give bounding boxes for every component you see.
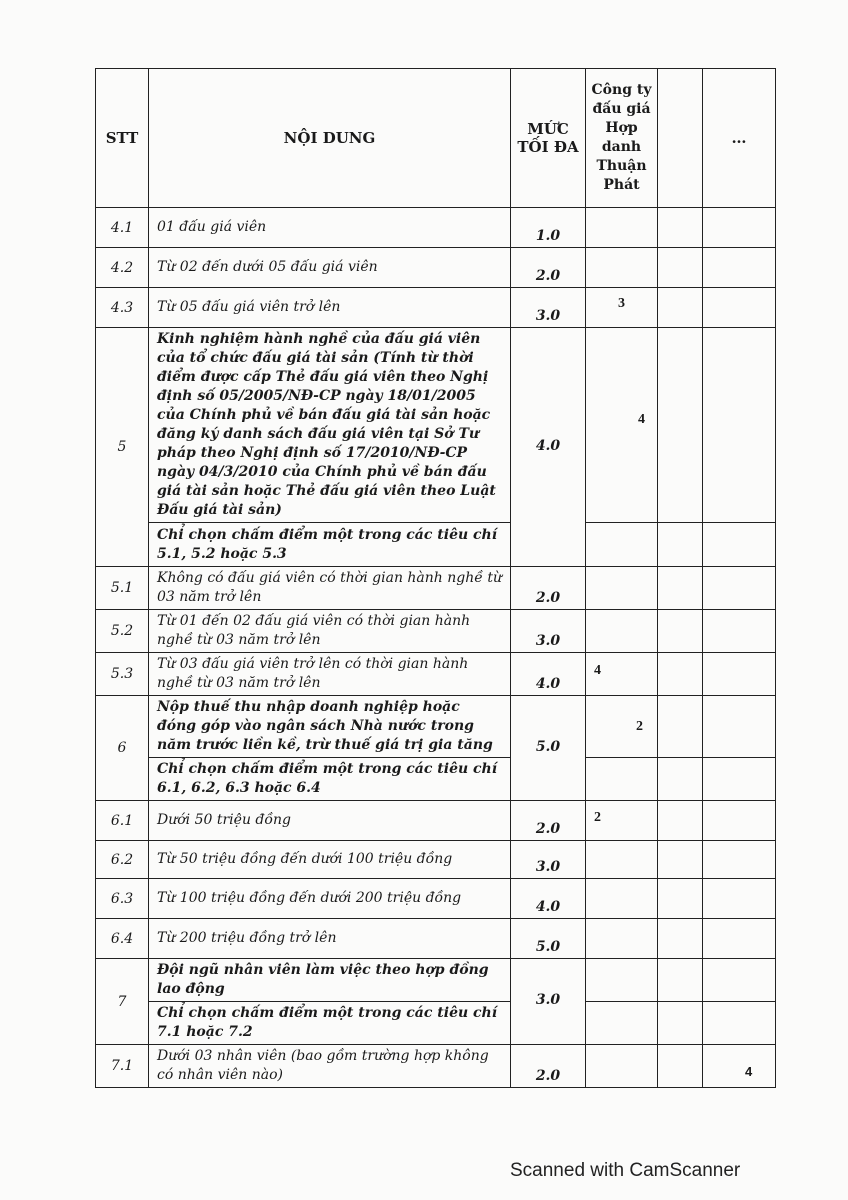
header-stt: STT — [96, 69, 149, 208]
header-empty — [658, 69, 703, 208]
row-content: Nộp thuế thu nhập doanh nghiệp hoặc đóng góp vào ngân sách Nhà nước trong năm trước liền kề, trừ thuế giá trị gia tăng — [149, 696, 511, 758]
table-row — [96, 841, 776, 879]
row-stt: 7.1 — [96, 1045, 149, 1088]
row-max-score: 4.0 — [511, 653, 586, 696]
row-empty-cell — [658, 758, 703, 801]
row-company-score — [586, 288, 658, 328]
row-more-cell — [703, 919, 776, 959]
table-row — [96, 653, 776, 696]
row-content: Kinh nghiệm hành nghề của đấu giá viên của tổ chức đấu giá tài sản (Tính từ thời điểm được cấp Thẻ đấu giá viên theo Nghị định số 05/2005/NĐ-CP ngày 18/01/2005 của Chính phủ về bán đấu giá tài sản hoặc đăng ký danh sách đấu giá viên tại Sở Tư pháp theo Nghị định số 17/2010/NĐ-CP ngày 04/3/2010 của Chính phủ về bán đấu giá tài sản hoặc Thẻ đấu giá viên theo Luật Đấu giá tài sản) — [149, 328, 511, 523]
row-max-score: 5.0 — [511, 919, 586, 959]
row-max-score: 3.0 — [511, 959, 586, 1045]
page-number: 4 — [745, 1064, 753, 1079]
row-company-score — [586, 653, 658, 696]
row-stt: 6.2 — [96, 841, 149, 879]
row-more-cell — [703, 288, 776, 328]
row-more-cell — [703, 248, 776, 288]
header-max-score: MỨC TỐI ĐA — [511, 69, 586, 208]
row-max-score: 2.0 — [511, 567, 586, 610]
row-company-score — [586, 696, 658, 758]
row-more-cell — [703, 758, 776, 801]
row-stt: 6.4 — [96, 919, 149, 959]
row-content: Từ 100 triệu đồng đến dưới 200 triệu đồng — [149, 879, 511, 919]
row-more-cell — [703, 879, 776, 919]
row-more-cell — [703, 1002, 776, 1045]
row-content: Không có đấu giá viên có thời gian hành nghề từ 03 năm trở lên — [149, 567, 511, 610]
row-empty-cell — [658, 523, 703, 567]
row-content: Đội ngũ nhân viên làm việc theo hợp đồng lao động — [149, 959, 511, 1002]
scoring-table-container — [95, 68, 775, 1088]
row-empty-cell — [658, 919, 703, 959]
row-company-score — [586, 919, 658, 959]
row-content: Dưới 03 nhân viên (bao gồm trường hợp không có nhân viên nào) — [149, 1045, 511, 1088]
table-row — [96, 801, 776, 841]
company-score-value: 3 — [618, 295, 625, 311]
row-stt: 6 — [96, 696, 149, 801]
row-empty-cell — [658, 328, 703, 523]
row-more-cell — [703, 567, 776, 610]
header-more: … — [703, 69, 776, 208]
row-company-score — [586, 959, 658, 1002]
row-empty-cell — [658, 1002, 703, 1045]
row-max-score: 5.0 — [511, 696, 586, 801]
row-empty-cell — [658, 801, 703, 841]
row-empty-cell — [658, 879, 703, 919]
row-stt: 4.1 — [96, 208, 149, 248]
row-empty-cell — [658, 696, 703, 758]
row-max-score: 2.0 — [511, 801, 586, 841]
row-empty-cell — [658, 841, 703, 879]
table-row — [96, 919, 776, 959]
row-empty-cell — [658, 959, 703, 1002]
row-note: Chỉ chọn chấm điểm một trong các tiêu chí 7.1 hoặc 7.2 — [149, 1002, 511, 1045]
row-content: Từ 03 đấu giá viên trở lên có thời gian hành nghề từ 03 năm trở lên — [149, 653, 511, 696]
row-company-score — [586, 801, 658, 841]
row-more-cell — [703, 328, 776, 523]
row-more-cell — [703, 841, 776, 879]
row-stt: 5 — [96, 328, 149, 567]
header-content: NỘI DUNG — [149, 69, 511, 208]
row-company-score — [586, 610, 658, 653]
row-max-score: 4.0 — [511, 879, 586, 919]
row-max-score: 2.0 — [511, 248, 586, 288]
row-max-score: 4.0 — [511, 328, 586, 567]
table-row — [96, 879, 776, 919]
row-company-score — [586, 208, 658, 248]
table-row — [96, 1002, 776, 1045]
company-score-value: 4 — [638, 412, 645, 427]
row-max-score: 3.0 — [511, 610, 586, 653]
row-content: Từ 50 triệu đồng đến dưới 100 triệu đồng — [149, 841, 511, 879]
row-stt: 6.1 — [96, 801, 149, 841]
row-max-score: 2.0 — [511, 1045, 586, 1088]
row-max-score: 1.0 — [511, 208, 586, 248]
row-company-score — [586, 1045, 658, 1088]
table-row — [96, 208, 776, 248]
row-empty-cell — [658, 1045, 703, 1088]
row-more-cell — [703, 610, 776, 653]
row-empty-cell — [658, 610, 703, 653]
table-row — [96, 696, 776, 758]
table-row — [96, 248, 776, 288]
row-company-score — [586, 1002, 658, 1045]
company-score-value: 2 — [594, 809, 601, 825]
row-empty-cell — [658, 208, 703, 248]
table-row — [96, 288, 776, 328]
row-company-score — [586, 841, 658, 879]
row-content: Từ 200 triệu đồng trở lên — [149, 919, 511, 959]
row-company-score — [586, 248, 658, 288]
scoring-table — [95, 68, 776, 1088]
table-row — [96, 610, 776, 653]
row-stt: 4.2 — [96, 248, 149, 288]
table-row — [96, 523, 776, 567]
table-header-row — [96, 69, 776, 208]
row-more-cell — [703, 208, 776, 248]
row-content: Từ 02 đến dưới 05 đấu giá viên — [149, 248, 511, 288]
row-more-cell — [703, 801, 776, 841]
row-more-cell — [703, 523, 776, 567]
row-note: Chỉ chọn chấm điểm một trong các tiêu chí 6.1, 6.2, 6.3 hoặc 6.4 — [149, 758, 511, 801]
row-content: Dưới 50 triệu đồng — [149, 801, 511, 841]
company-score-value: 2 — [636, 718, 643, 734]
row-stt: 5.2 — [96, 610, 149, 653]
row-content: Từ 01 đến 02 đấu giá viên có thời gian hành nghề từ 03 năm trở lên — [149, 610, 511, 653]
row-empty-cell — [658, 653, 703, 696]
row-content: Từ 05 đấu giá viên trở lên — [149, 288, 511, 328]
row-max-score: 3.0 — [511, 841, 586, 879]
row-company-score — [586, 758, 658, 801]
table-row — [96, 567, 776, 610]
scanner-watermark: Scanned with CamScanner — [510, 1160, 741, 1181]
row-stt: 5.1 — [96, 567, 149, 610]
row-stt: 7 — [96, 959, 149, 1045]
table-row — [96, 328, 776, 523]
row-empty-cell — [658, 567, 703, 610]
row-stt: 6.3 — [96, 879, 149, 919]
row-more-cell — [703, 653, 776, 696]
row-company-score — [586, 567, 658, 610]
row-more-cell — [703, 959, 776, 1002]
header-company: Công ty đấu giá Hợp danh Thuận Phát — [586, 69, 658, 208]
row-company-score — [586, 523, 658, 567]
row-content: 01 đấu giá viên — [149, 208, 511, 248]
row-empty-cell — [658, 248, 703, 288]
row-more-cell — [703, 696, 776, 758]
row-empty-cell — [658, 288, 703, 328]
table-row — [96, 758, 776, 801]
row-more-cell — [703, 1045, 776, 1088]
table-row — [96, 959, 776, 1002]
row-max-score: 3.0 — [511, 288, 586, 328]
row-stt: 5.3 — [96, 653, 149, 696]
company-score-value: 4 — [594, 663, 601, 678]
row-stt: 4.3 — [96, 288, 149, 328]
row-note: Chỉ chọn chấm điểm một trong các tiêu chí 5.1, 5.2 hoặc 5.3 — [149, 523, 511, 567]
table-row — [96, 1045, 776, 1088]
row-company-score — [586, 328, 658, 523]
row-company-score — [586, 879, 658, 919]
